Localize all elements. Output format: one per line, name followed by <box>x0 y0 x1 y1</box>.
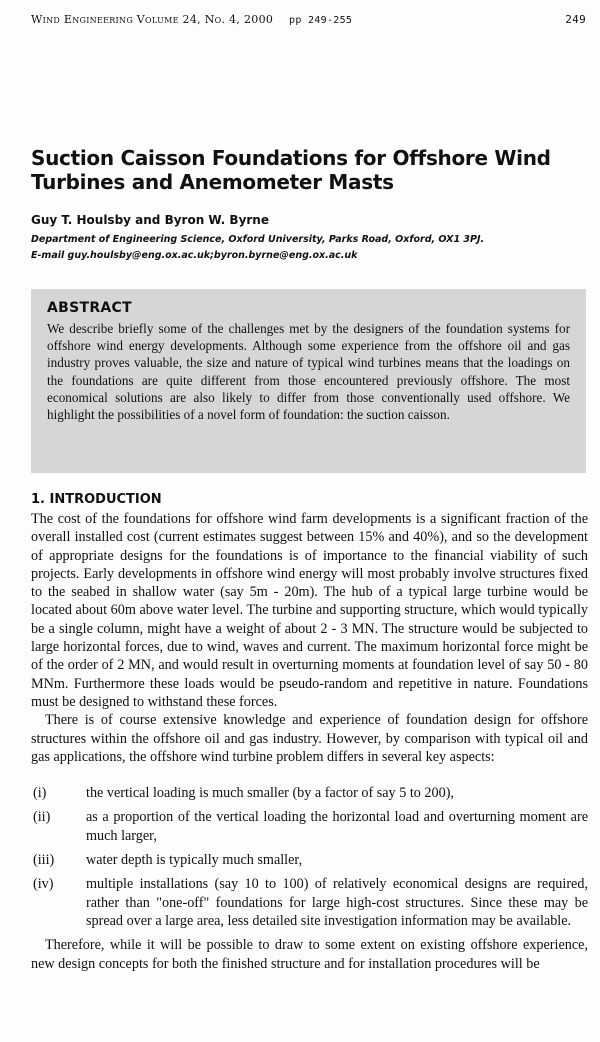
abstract-heading: ABSTRACT <box>47 300 132 316</box>
list-item-text: water depth is typically much smaller, <box>86 852 303 869</box>
list-item-number: (ii) <box>33 809 51 826</box>
list-item-text: as a proportion of the vertical loading the horizontal load and overturning moment are much larger, <box>86 809 588 844</box>
list-item-text: the vertical loading is much smaller (by a factor of say 5 to 200), <box>86 785 454 802</box>
aspect-list <box>31 784 588 930</box>
body-paragraph: Therefore, while it will be possible to draw to some extent on existing offshore experience, new design concepts for both the finished structure and for installation procedures will be <box>31 937 588 972</box>
abstract-text: We describe briefly some of the challenges met by the designers of the foundation systems for offshore wind energy developments. Although some experience from the offshore oil and gas industry proves valuable, the size and nature of typical wind turbines means that the loadings on the foundations are quite different from those encountered previously offshore. The most economical solutions are also likely to differ from those conventionally used offshore. We highlight the possibilities of a novel form of foundation: the suction caisson. <box>47 321 570 423</box>
author-list: Guy T. Houlsby and Byron W. Byrne <box>31 213 269 227</box>
list-item-number: (iv) <box>33 876 54 893</box>
author-email: E-mail guy.houlsby@eng.ox.ac.uk;byron.byrne@eng.ox.ac.uk <box>31 250 358 261</box>
list-item <box>31 875 588 930</box>
paper-title: Suction Caisson Foundations for Offshore Wind Turbines and Anemometer Masts <box>31 146 551 194</box>
page-range: pp 249-255 <box>289 15 353 26</box>
introduction-section <box>31 492 588 973</box>
section-heading: 1. INTRODUCTION <box>31 492 162 507</box>
list-item-number: (iii) <box>33 852 55 869</box>
body-paragraph: The cost of the foundations for offshore wind farm developments is a significant fraction of the overall installed cost (current estimates suggest between 15% and 40%), and so the development of appropriate designs for the foundations is of importance to the financial viability of such projects. Early developments in offshore wind energy will most probably involve structures fixed to the seabed in shallow water (say 5m - 20m). The hub of a typical large turbine would be located about 60m above water level. The turbine and supporting structure, which would typically be a single column, might have a weight of about 2 - 3 MN. The structure would be subjected to large horizontal forces, due to wind, waves and current. The maximum horizontal force might be of the order of 2 MN, and would result in overturning moments at foundation level of say 50 - 80 MNm. Furthermore these loads would be pseudo-random and repetitive in nature. Foundations must be designed to withstand these forces. <box>31 511 588 710</box>
list-item <box>31 851 588 869</box>
list-item <box>31 784 588 802</box>
body-paragraph: There is of course extensive knowledge and experience of foundation design for offshore structures within the offshore oil and gas industry. However, by comparison with typical oil and gas applications, the offshore wind turbine problem differs in several key aspects: <box>31 712 588 765</box>
running-header <box>31 13 586 26</box>
page-number: 249 <box>565 13 586 26</box>
list-item-number: (i) <box>33 785 47 802</box>
journal-citation: Wind Engineering Volume 24, No. 4, 2000 <box>31 13 274 26</box>
author-affiliation: Department of Engineering Science, Oxford University, Parks Road, Oxford, OX1 3PJ. <box>31 234 485 245</box>
list-item-text: multiple installations (say 10 to 100) of relatively economical designs are required, rather than "one-off" foundations for large high-cost structures. Since these may be spread over a large area, less detailed site investigation information may be available. <box>86 876 588 929</box>
abstract-box <box>31 289 586 473</box>
list-item <box>31 808 588 845</box>
